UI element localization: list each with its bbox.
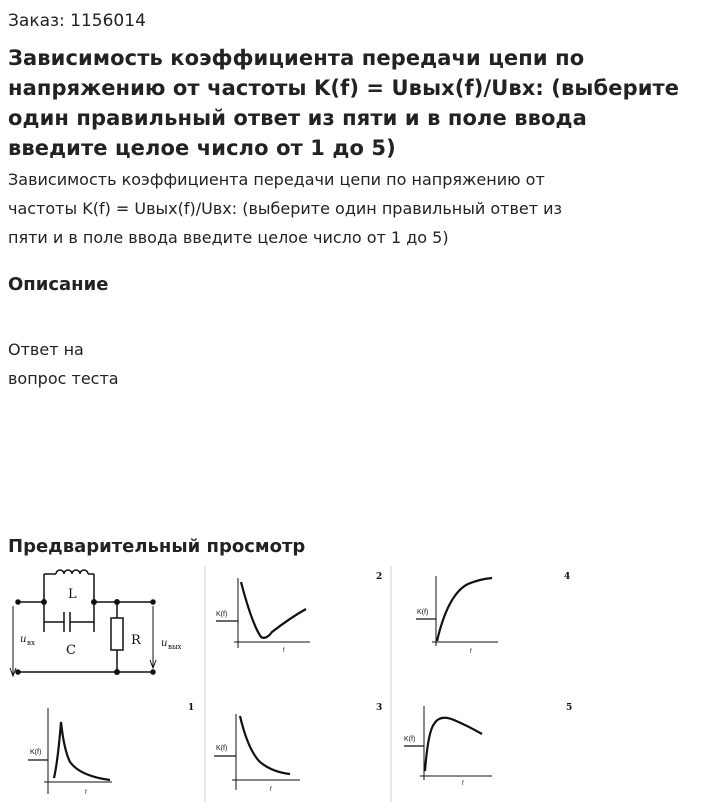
terminal-node: [151, 600, 155, 604]
order-number: Заказ: 1156014: [8, 11, 146, 31]
terminal-node: [16, 600, 20, 604]
plot-2-number: 2: [376, 572, 383, 582]
plot-2: [216, 570, 386, 648]
plot-4-number: 4: [564, 572, 571, 582]
terminal-node: [151, 670, 155, 674]
preview-figure: [8, 564, 588, 804]
response-curve: [437, 578, 492, 641]
plot-2-xlabel: f: [283, 648, 285, 654]
plot-4-xlabel: f: [470, 649, 472, 655]
plot-5-ylabel: K(f): [404, 736, 416, 743]
desc-line: пяти и в поле ввода введите целое число от 1 до 5): [8, 228, 449, 247]
title-line: Зависимость коэффициента передачи цепи по: [8, 46, 585, 70]
page-title: [8, 43, 694, 163]
plot-5-xlabel: f: [462, 781, 464, 787]
title-line: введите целое число от 1 до 5): [8, 136, 396, 160]
output-voltage-subscript: вых: [168, 643, 182, 651]
plot-3-number: 3: [376, 703, 383, 713]
plot-4-ylabel: K(f): [417, 609, 429, 616]
desc-line: частоты K(f) = Uвых(f)/Uвх: (выберите один правильный ответ из: [8, 199, 563, 218]
input-voltage-label: u: [20, 634, 27, 645]
plot-5-number: 5: [566, 703, 573, 713]
inductor-label: L: [68, 587, 77, 602]
plot-4: [416, 576, 498, 646]
response-curve: [425, 718, 482, 771]
title-line: напряжению от частоты K(f) = Uвых(f)/Uвх: (выберите: [8, 76, 680, 100]
page-content: [8, 0, 694, 796]
answer-line: вопрос теста: [8, 369, 119, 388]
circuit-diagram: [10, 570, 156, 676]
title-line: один правильный ответ из пяти и в поле ввода: [8, 106, 587, 130]
resistor-label: R: [131, 633, 141, 648]
plot-3-ylabel: K(f): [216, 745, 228, 752]
plot-1-number: 1: [188, 703, 195, 713]
plot-3: [214, 714, 300, 790]
description-heading: Описание: [8, 274, 109, 295]
plot-3-xlabel: f: [270, 787, 272, 793]
response-curve: [240, 716, 290, 774]
answer-line: Ответ на: [8, 340, 84, 359]
desc-line: Зависимость коэффициента передачи цепи по напряжению от: [8, 170, 545, 189]
capacitor-label: C: [66, 643, 76, 658]
plot-2-ylabel: K(f): [216, 611, 228, 618]
response-curve: [241, 582, 306, 638]
plot-1-ylabel: K(f): [30, 749, 42, 756]
input-voltage-subscript: вх: [27, 639, 35, 647]
plot-1-xlabel: f: [85, 790, 87, 796]
resistor-symbol: [111, 618, 123, 650]
output-voltage-label: u: [161, 638, 168, 649]
question-text: [8, 165, 694, 252]
plot-5: [404, 706, 492, 780]
terminal-node: [16, 670, 20, 674]
inductor-symbol: [56, 570, 88, 574]
preview-heading: Предварительный просмотр: [8, 536, 306, 557]
answer-text: [8, 335, 119, 393]
response-curve: [54, 722, 110, 780]
